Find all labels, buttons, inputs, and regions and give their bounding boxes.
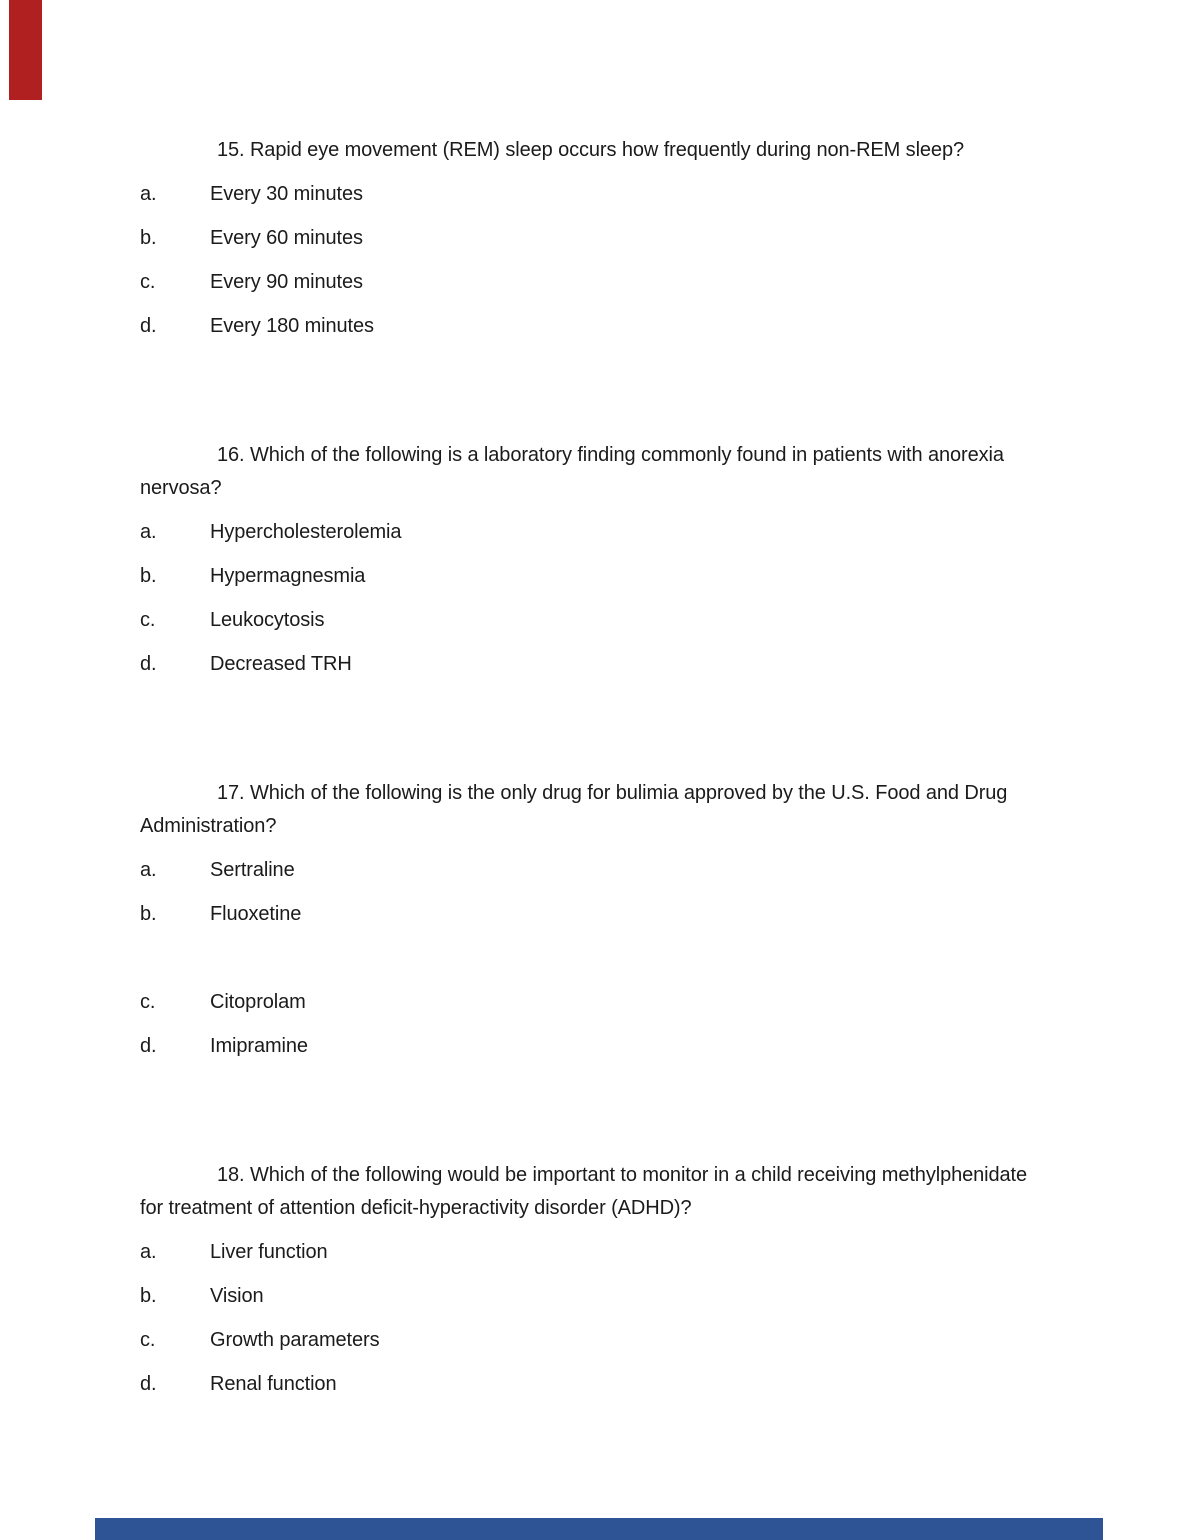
question-16-option-a: [140, 516, 1070, 549]
option-letter: b.: [140, 565, 157, 587]
option-letter: d.: [140, 1373, 157, 1395]
option-letter: b.: [140, 227, 157, 249]
option-letter: c.: [140, 1329, 156, 1351]
blank-space: [140, 1074, 1070, 1159]
question-18-text-line1: 18. Which of the following would be important to monitor in a child receiving methylphenidate: [217, 1164, 1028, 1186]
option-letter: b.: [140, 1285, 157, 1307]
option-letter: a.: [140, 183, 157, 205]
question-16-option-d: [140, 648, 1070, 681]
option-text: Citoprolam: [210, 991, 306, 1013]
option-letter: a.: [140, 859, 157, 881]
option-text: Every 60 minutes: [210, 227, 363, 249]
option-letter: c.: [140, 991, 156, 1013]
question-17-option-b: [140, 898, 1070, 931]
option-text: Hypermagnesmia: [210, 565, 366, 587]
question-18: [140, 1159, 1070, 1225]
question-16-text-line2: nervosa?: [140, 477, 222, 499]
question-15-option-c: [140, 266, 1070, 299]
option-text: Imipramine: [210, 1035, 308, 1057]
option-letter: d.: [140, 315, 157, 337]
question-16: [140, 439, 1070, 505]
question-17-option-a: [140, 854, 1070, 887]
blank-space: [140, 692, 1070, 777]
question-18-option-d: [140, 1368, 1070, 1401]
page-content: [140, 134, 1070, 1412]
question-18-option-b: [140, 1280, 1070, 1313]
option-text: Hypercholesterolemia: [210, 521, 402, 543]
question-17-option-d: [140, 1030, 1070, 1063]
option-letter: b.: [140, 903, 157, 925]
option-letter: d.: [140, 653, 157, 675]
question-15-option-d: [140, 310, 1070, 343]
top-left-red-fragment: [9, 0, 42, 100]
option-text: Sertraline: [210, 859, 295, 881]
option-text: Every 90 minutes: [210, 271, 363, 293]
option-text: Every 30 minutes: [210, 183, 363, 205]
option-letter: a.: [140, 521, 157, 543]
option-letter: c.: [140, 609, 156, 631]
option-text: Renal function: [210, 1373, 337, 1395]
question-18-option-c: [140, 1324, 1070, 1357]
question-16-text-line1: 16. Which of the following is a laboratory finding commonly found in patients with anorexia: [217, 444, 1004, 466]
question-17-text-line1: 17. Which of the following is the only drug for bulimia approved by the U.S. Food and Drug: [217, 782, 1008, 804]
question-18-option-a: [140, 1236, 1070, 1269]
question-17: [140, 777, 1070, 843]
question-17-text-line2: Administration?: [140, 815, 277, 837]
option-text: Leukocytosis: [210, 609, 325, 631]
option-letter: a.: [140, 1241, 157, 1263]
option-text: Liver function: [210, 1241, 328, 1263]
question-17-option-c: [140, 986, 1070, 1019]
question-16-option-b: [140, 560, 1070, 593]
option-letter: d.: [140, 1035, 157, 1057]
bottom-blue-bar: [95, 1518, 1103, 1540]
question-15-text: 15. Rapid eye movement (REM) sleep occurs how frequently during non-REM sleep?: [217, 139, 965, 161]
question-15-option-a: [140, 178, 1070, 211]
question-16-option-c: [140, 604, 1070, 637]
blank-space: [140, 354, 1070, 439]
question-15: [140, 134, 1070, 167]
question-18-text-line2: for treatment of attention deficit-hyperactivity disorder (ADHD)?: [140, 1197, 692, 1219]
option-text: Vision: [210, 1285, 264, 1307]
option-text: Fluoxetine: [210, 903, 302, 925]
option-text: Growth parameters: [210, 1329, 380, 1351]
option-letter: c.: [140, 271, 156, 293]
option-text: Decreased TRH: [210, 653, 352, 675]
question-15-option-b: [140, 222, 1070, 255]
option-text: Every 180 minutes: [210, 315, 374, 337]
